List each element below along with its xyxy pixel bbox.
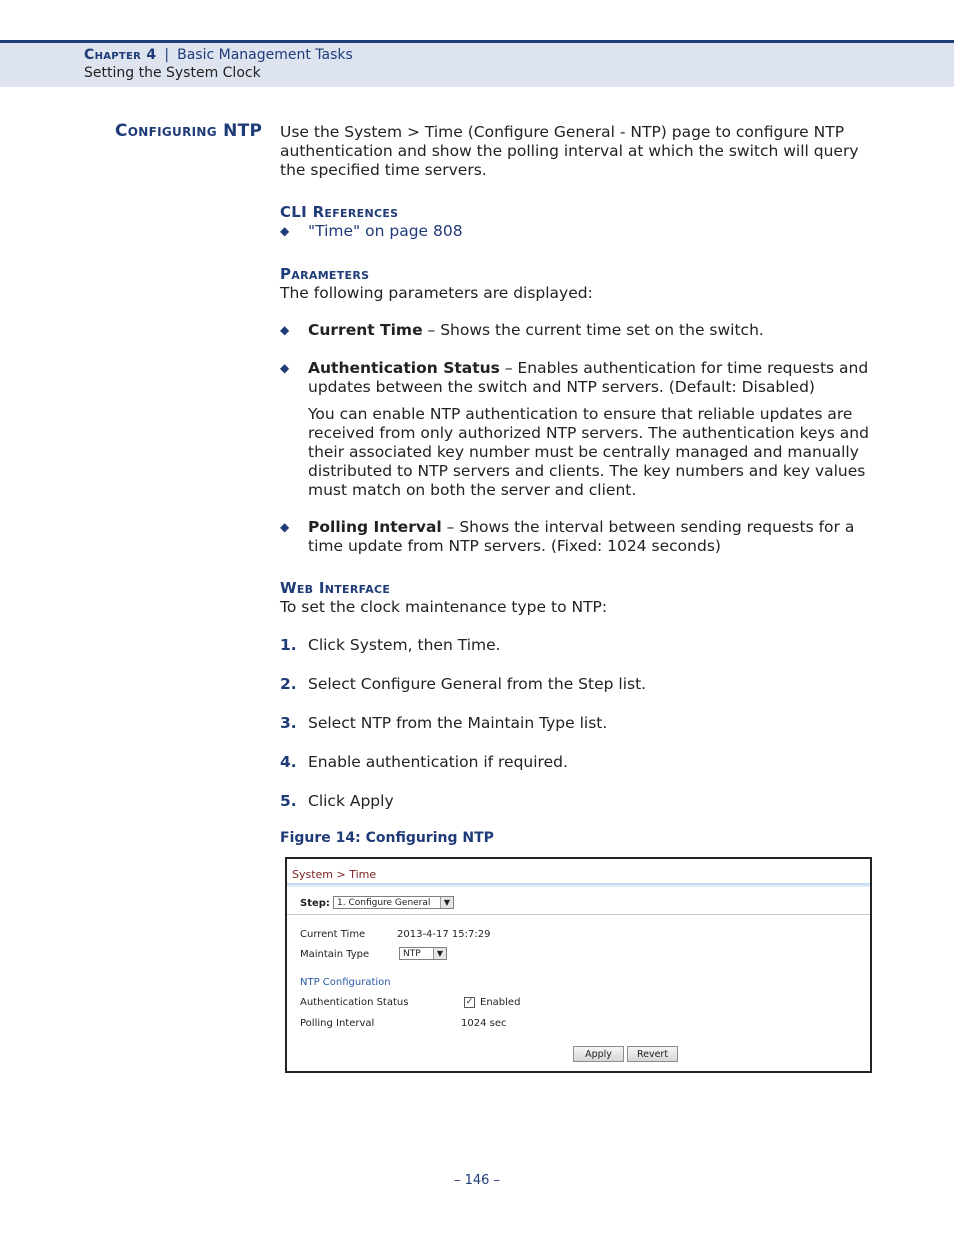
current-time-value: 2013-4-17 15:7:29: [397, 929, 491, 940]
param-text: [308, 321, 878, 340]
header-section: Setting the System Clock: [84, 65, 261, 81]
ntp-config-screenshot: [285, 857, 872, 1073]
header-separator: |: [164, 47, 170, 63]
step-number: 2.: [280, 675, 297, 693]
cli-reference-item: [280, 222, 880, 242]
step-number: 5.: [280, 792, 297, 810]
intro-paragraph: Use the System > Time (Configure General - NTP) page to configure NTP authentication and show the polling interval at which the switch will query the specified time servers.: [280, 123, 859, 179]
cli-heading-text: CLI References: [280, 203, 399, 221]
step-text: Select NTP from the Maintain Type list.: [308, 714, 608, 732]
header-chapter-line: [84, 47, 353, 63]
polling-interval-label: Polling Interval: [300, 1018, 375, 1029]
diamond-bullet-icon: ◆: [280, 323, 290, 337]
section-title: Configuring NTP: [115, 121, 263, 141]
web-heading-text: Web Interface: [280, 579, 391, 597]
cli-references-heading: [280, 203, 880, 222]
auth-note-paragraph: You can enable NTP authentication to ensure that reliable updates are received from only authorized NTP servers. The authentication keys and their associated key number must be centrally managed and manually distributed to NTP servers and clients. The key numbers and key values must match on both the server and client.: [308, 405, 869, 499]
divider: [287, 914, 870, 915]
maintain-type-select[interactable]: [399, 947, 447, 960]
param-item-current-time: [280, 321, 880, 341]
page-number: – 146 –: [453, 1173, 501, 1188]
step-item: [280, 714, 880, 734]
auth-status-label: Authentication Status: [300, 997, 409, 1008]
figure-caption: Figure 14: Configuring NTP: [280, 830, 494, 846]
parameters-lead: The following parameters are displayed:: [280, 284, 593, 302]
ntp-configuration-heading: NTP Configuration: [300, 977, 391, 988]
param-item-polling-interval: [280, 518, 880, 558]
step-text: Click Apply: [308, 792, 394, 810]
step-text: Click System, then Time.: [308, 636, 501, 654]
param-term: Current Time: [308, 321, 423, 339]
step-item: [280, 675, 880, 695]
param-text: [308, 359, 878, 397]
param-term: Authentication Status: [308, 359, 500, 377]
auth-enabled-label: Enabled: [480, 997, 521, 1008]
chapter-title: Basic Management Tasks: [177, 47, 353, 63]
web-interface-lead: To set the clock maintenance type to NTP:: [280, 598, 608, 616]
revert-button[interactable]: Revert: [627, 1046, 678, 1062]
step-number: 4.: [280, 753, 297, 771]
step-text: Enable authentication if required.: [308, 753, 568, 771]
web-interface-heading: [280, 579, 880, 598]
param-desc: – Shows the interval between sending requests for a time update from NTP servers. (Fixed: 1024 seconds): [308, 518, 855, 555]
parameters-heading-text: Parameters: [280, 265, 370, 283]
step-number: 3.: [280, 714, 297, 732]
step-item: [280, 753, 880, 773]
check-icon: ✓: [465, 997, 474, 1007]
chapter-label: Chapter 4: [84, 47, 157, 63]
param-item-auth-status: [280, 359, 880, 399]
step-item: [280, 636, 880, 656]
step-select[interactable]: [333, 896, 454, 909]
polling-interval-value: 1024 sec: [461, 1018, 507, 1029]
current-time-label: Current Time: [300, 929, 366, 940]
step-text: Select Configure General from the Step list.: [308, 675, 647, 693]
running-header: [0, 40, 954, 87]
diamond-bullet-icon: ◆: [280, 361, 290, 375]
param-desc: – Enables authentication for time requests and updates between the switch and NTP servers. (Default: Disabled): [308, 359, 869, 396]
auth-enabled-checkbox[interactable]: [464, 997, 475, 1008]
maintain-type-label: Maintain Type: [300, 949, 370, 960]
param-term: Polling Interval: [308, 518, 442, 536]
maintain-type-value: NTP: [403, 949, 421, 959]
apply-button[interactable]: Apply: [573, 1046, 624, 1062]
chevron-down-icon[interactable]: ▼: [440, 897, 453, 908]
param-desc: – Shows the current time set on the switch.: [422, 321, 764, 339]
diamond-bullet-icon: ◆: [280, 520, 290, 534]
chevron-down-icon[interactable]: ▼: [433, 948, 446, 959]
cli-reference-link[interactable]: "Time" on page 808: [308, 222, 463, 240]
param-text: [308, 518, 878, 556]
parameters-heading: [280, 265, 880, 284]
breadcrumb-underline: [287, 883, 870, 887]
step-label: Step:: [300, 898, 330, 909]
diamond-bullet-icon: ◆: [280, 224, 290, 238]
step-select-value: 1. Configure General: [337, 898, 431, 908]
breadcrumb: System > Time: [292, 868, 377, 881]
step-number: 1.: [280, 636, 297, 654]
step-item: [280, 792, 880, 812]
